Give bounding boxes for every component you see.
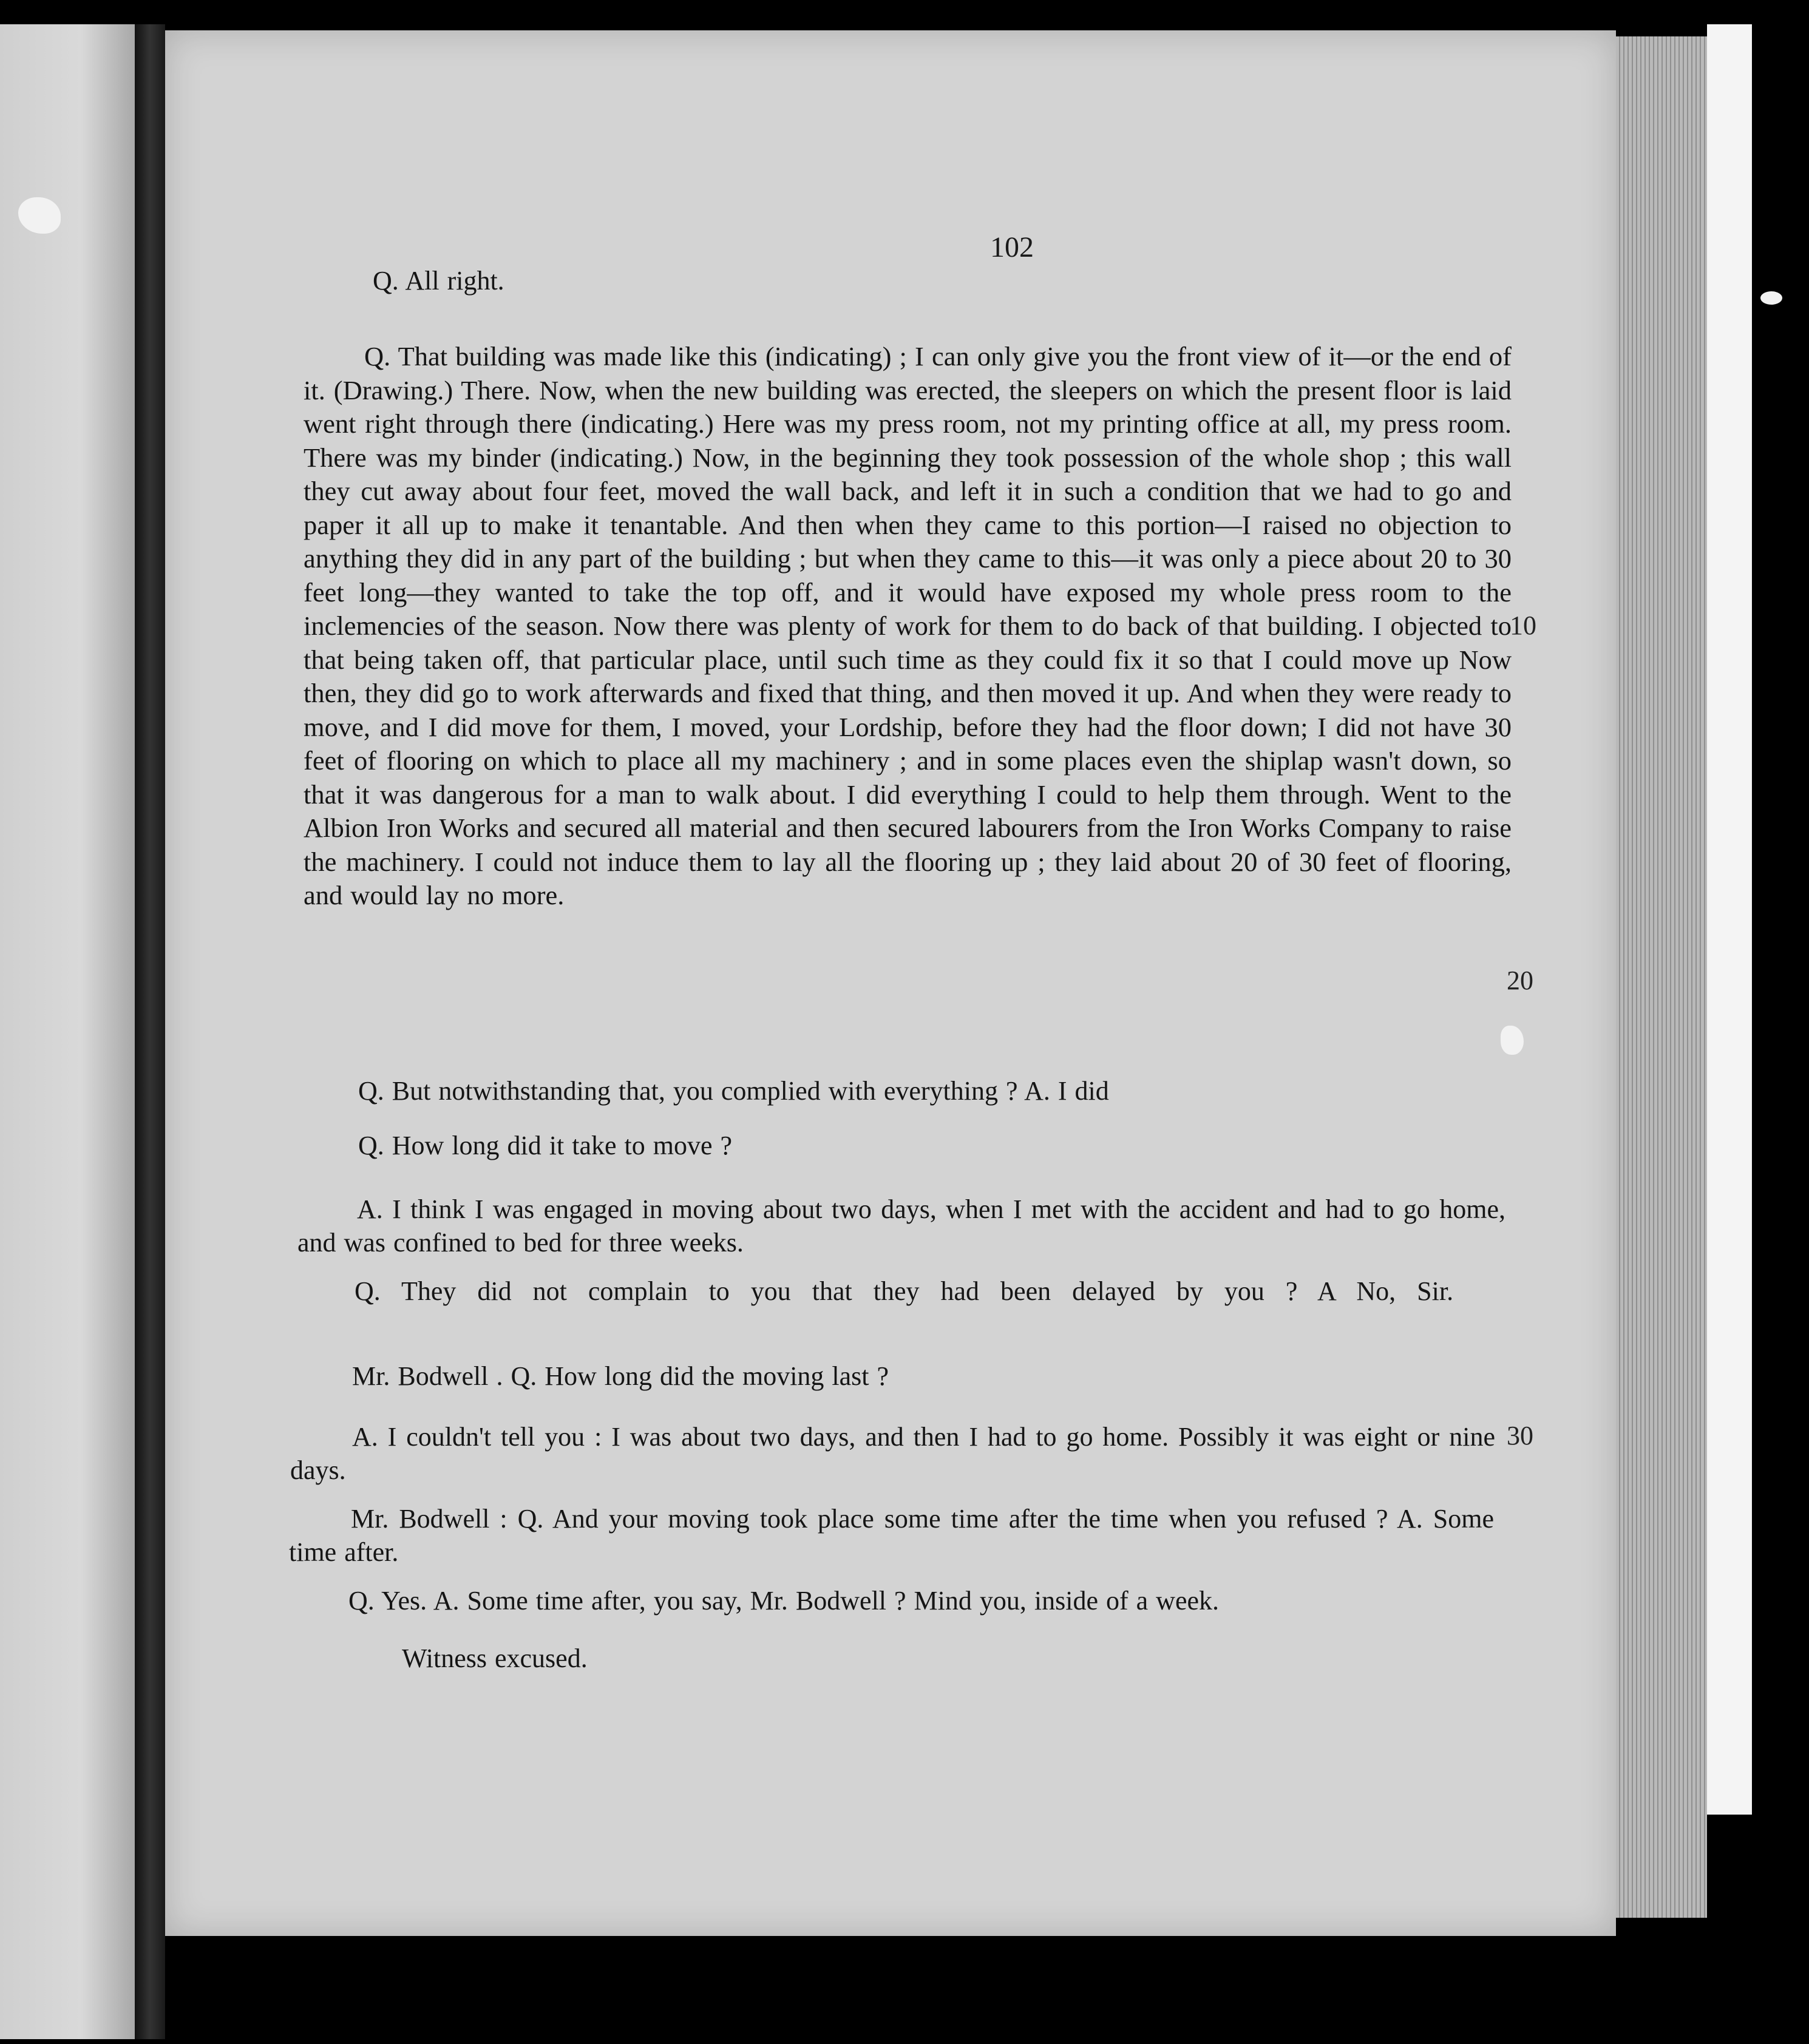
facing-page-edge [0,24,135,2039]
paper-speck [1501,1026,1524,1055]
paragraph-how-long-move: Q. How long did it take to move ? [358,1131,733,1160]
page-edges-stack [1616,36,1707,1918]
paragraph-witness-excused: Witness excused. [402,1643,588,1673]
book-gutter [135,24,165,2039]
margin-line-number-10: 10 [1510,611,1536,640]
margin-line-number-30: 30 [1507,1421,1533,1450]
document-page [165,30,1616,1936]
paragraph-mr-bodwell-moving-last: Mr. Bodwell . Q. How long did the moving last ? [352,1361,889,1391]
margin-line-number-20: 20 [1507,966,1533,995]
paragraph-building-testimony: Q. That building was made like this (indicating) ; I can only give you the front view of it—or the end of it. (Drawing.) There. Now, when the new building was erected, the sleepers on which the present floor is laid went right through there (indicating.) Here was my press room, not my printing office at all, my press room. There was my binder (indicating.) Now, in the beginning they took possession of the whole shop ; this wall they cut away about four feet, moved the wall back, and left it in such a condition that we had to go and paper it all up to make it tenantable. And then when they came to this portion—I raised no objection to anything they did in any part of the building ; but when they came to this—it was only a piece about 20 to 30 feet long—they wanted to take the top off, and it would have exposed my whole press room to the inclemencies of the season. Now there was plenty of work for them to do back of that building. I objected to that being taken off, that particular place, until such time as they could fix it so that I could move up Now then, they did go to work afterwards and fixed that thing, and then moved it up. And when they were ready to move, and I did move for them, I moved, your Lordship, before they had the floor down; I did not have 30 feet of flooring on which to place all my machinery ; and in some places even the shiplap wasn't down, so that it was dangerous for a man to walk about. I did everything I could to help them through. Went to the Albion Iron Works and secured all material and then secured labourers from the Iron Works Company to raise the machinery. I could not induce them to lay all the flooring up ; they laid about 20 of 30 feet of flooring, and would lay no more. [304,341,1512,910]
paragraph-yes-inside-week: Q. Yes. A. Some time after, you say, Mr. Bodwell ? Mind you, inside of a week. [348,1586,1220,1616]
paragraph-did-not-complain: Q. They did not complain to you that they had been delayed by you ? A No, Sir. [355,1276,1454,1306]
paragraph-couldnt-tell: A. I couldn't tell you : I was about two days, and then I had to go home. Possibly it was eight or nine days. [290,1422,1495,1485]
paragraph-complied: Q. But notwithstanding that, you complied with everything ? A. I did [358,1076,1109,1106]
page-number: 102 [990,231,1034,263]
paragraph-some-time-after: Mr. Bodwell : Q. And your moving took place some time after the time when you refused ? A. Some time after. [289,1504,1494,1567]
paper-blemish [18,197,61,234]
paragraph-engaged-moving: A. I think I was engaged in moving about two days, when I met with the accident and had to go home, and was confined to bed for three weeks. [297,1194,1505,1257]
paper-speck [1760,291,1782,305]
paragraph-q-all-right: Q. All right. [373,266,504,296]
right-margin-strip [1707,24,1752,1815]
